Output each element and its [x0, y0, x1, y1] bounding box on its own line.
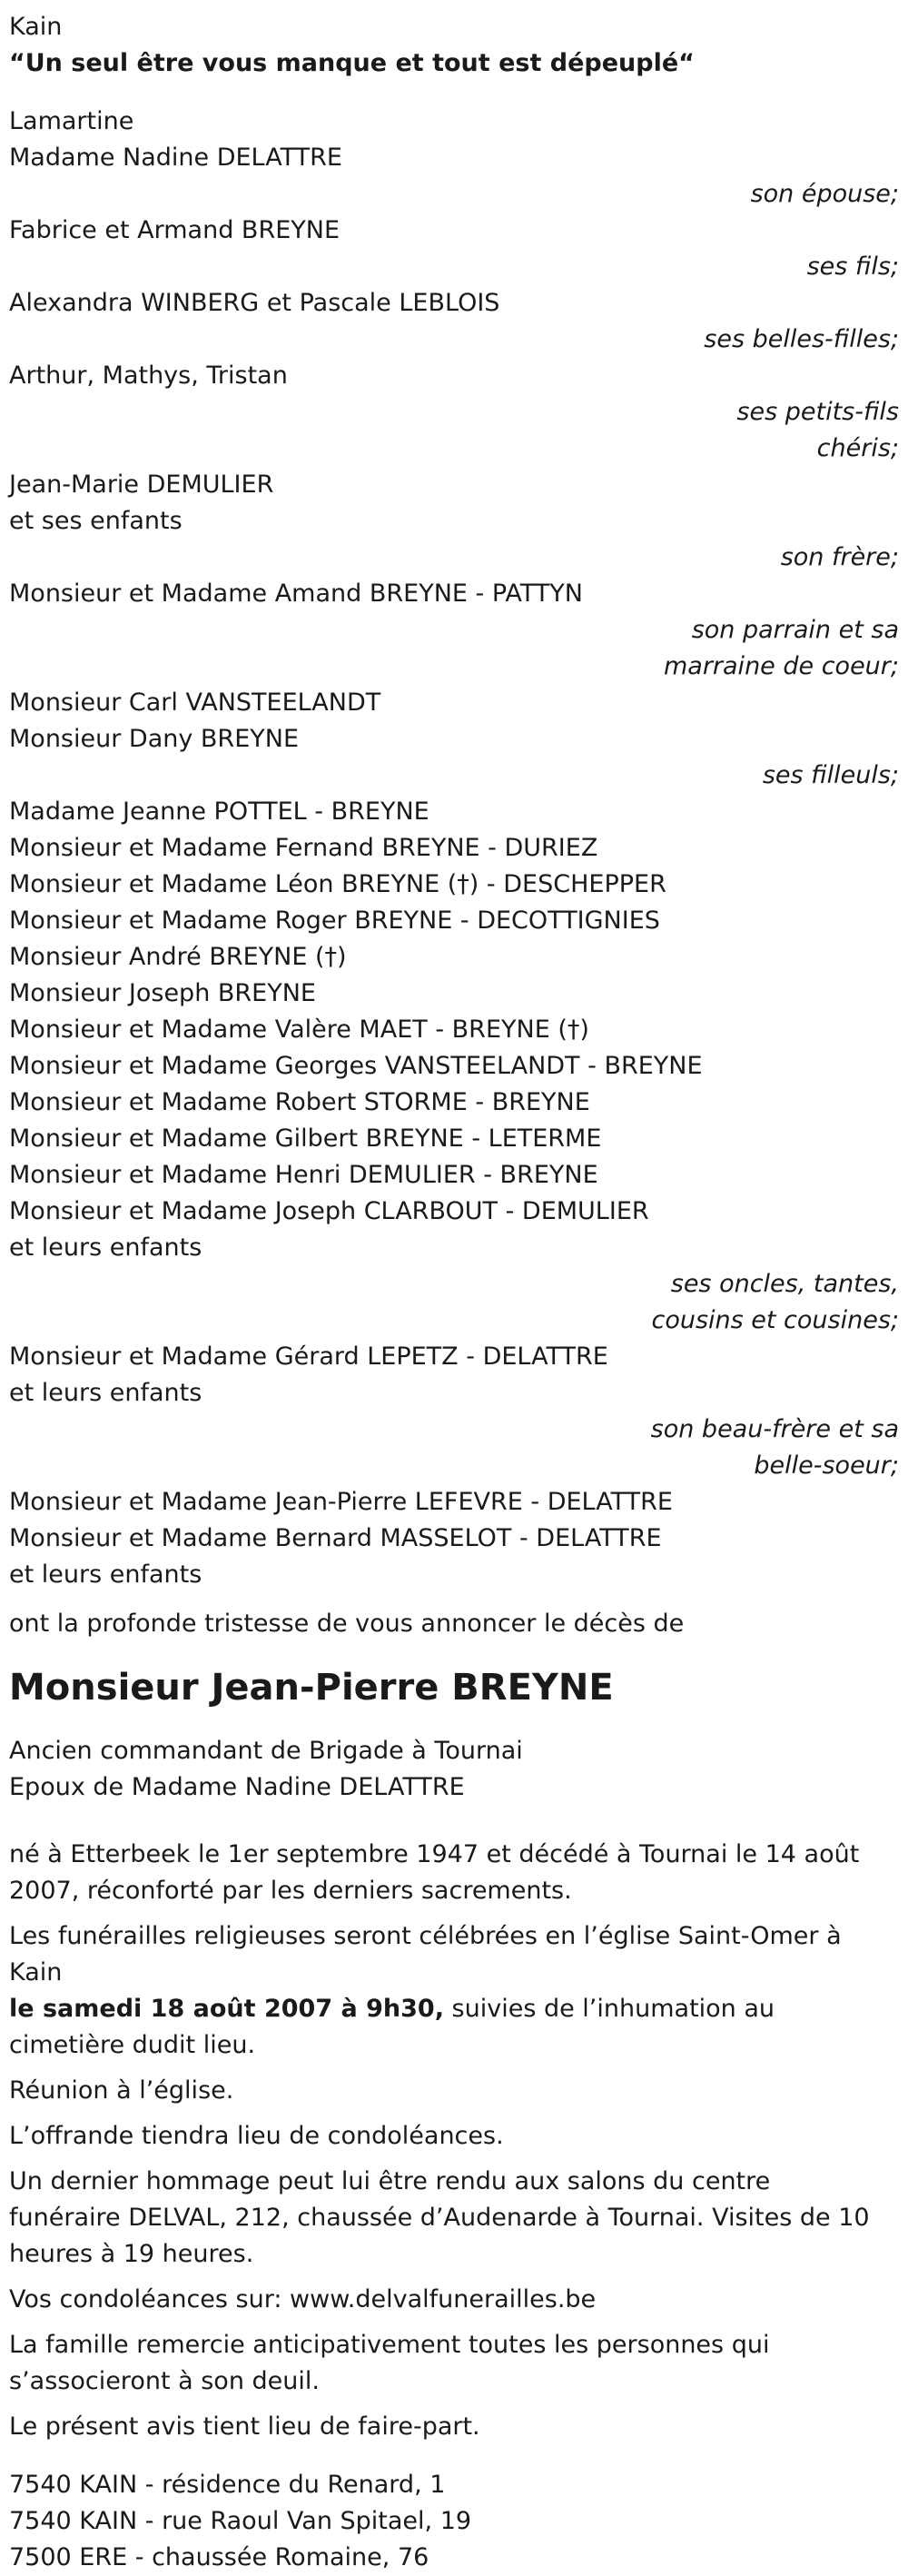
uncle-entry: Monsieur Joseph BREYNE [9, 979, 316, 1007]
uncle-entry: Monsieur André BREYNE (†) [9, 943, 347, 971]
brother-children: et ses enfants [9, 507, 183, 535]
godparents: Monsieur et Madame Amand BREYNE - PATTYN [9, 580, 583, 608]
godparents-relation: son parrain et sa [691, 616, 899, 644]
uncle-entry: Monsieur et Madame Henri DEMULIER - BREYNE [9, 1161, 598, 1189]
condolences-info: Vos condoléances sur: www.delvalfunerailles.be [9, 2285, 597, 2313]
godparents-relation-2: marraine de coeur; [663, 652, 899, 680]
daughters-in-law: Alexandra WINBERG et Pascale LEBLOIS [9, 289, 500, 317]
uncle-entry: Monsieur et Madame Robert STORME - BREYNE [9, 1088, 590, 1116]
godson: Monsieur Dany BREYNE [9, 725, 300, 753]
siblings-in-law-relation-2: belle-soeur; [754, 1451, 899, 1480]
uncle-entry: Monsieur et Madame Valère MAET - BREYNE (†) [9, 1016, 589, 1044]
spouse: Madame Nadine DELATTRE [9, 144, 342, 172]
uncle-entry: Madame Jeanne POTTEL - BREYNE [9, 798, 429, 826]
sons-relation: ses fils; [806, 253, 899, 281]
address: 7540 KAIN - rue Raoul Van Spitael, 19 [9, 2507, 472, 2535]
deceased-name: Monsieur Jean-Pierre BREYNE [9, 1667, 614, 1709]
address: 7500 ERE - chaussée Romaine, 76 [9, 2543, 429, 2571]
godson: Monsieur Carl VANSTEELANDT [9, 689, 381, 717]
birth-death-details: né à Etterbeek le 1er septembre 1947 et décédé à Tournai le 14 août 2007, réconforté par les derniers sacrements. [9, 1840, 860, 1905]
notice-info: Le présent avis tient lieu de faire-part. [9, 2413, 480, 2441]
uncle-entry: Monsieur et Madame Georges VANSTEELANDT - BREYNE [9, 1052, 703, 1080]
grandsons: Arthur, Mathys, Tristan [9, 362, 288, 390]
grandsons-relation: ses petits-fils [736, 398, 899, 426]
funeral-details [9, 1918, 885, 2064]
funeral-text-b: suivies de l’inhumation au cimetière dudit lieu. [9, 1995, 775, 2059]
announcement: ont la profonde tristesse de vous annoncer le décès de [9, 1610, 685, 1638]
uncles-relation-2: cousins et cousines; [651, 1306, 899, 1334]
other-relative: Monsieur et Madame Jean-Pierre LEFEVRE - DELATTRE [9, 1488, 673, 1516]
daughters-in-law-relation: ses belles-filles; [704, 325, 899, 353]
other-relative: et leurs enfants [9, 1560, 202, 1589]
brother-relation: son frère; [780, 543, 899, 571]
uncle-entry: Monsieur et Madame Gilbert BREYNE - LETERME [9, 1125, 602, 1153]
uncles-relation: ses oncles, tantes, [670, 1270, 899, 1298]
deceased-title: Ancien commandant de Brigade à Tournai [9, 1737, 523, 1765]
uncle-entry: Monsieur et Madame Joseph CLARBOUT - DEMULIER [9, 1197, 649, 1225]
deceased-spouse: Epoux de Madame Nadine DELATTRE [9, 1773, 465, 1801]
spouse-relation: son épouse; [750, 180, 899, 208]
uncle-entry: Monsieur et Madame Fernand BREYNE - DURIEZ [9, 834, 598, 862]
town: Kain [9, 13, 63, 41]
address: 7540 KAIN - résidence du Renard, 1 [9, 2471, 446, 2499]
uncle-entry: et leurs enfants [9, 1234, 202, 1262]
siblings-in-law-relation: son beau-frère et sa [650, 1415, 899, 1443]
tribute-info: Un dernier hommage peut lui être rendu aux salons du centre funéraire DELVAL, 212, chaussée d’Audenarde à Tournai. Visites de 10 heures à 19 heures. [9, 2167, 870, 2268]
quote: “Un seul être vous manque et tout est dépeuplé“ [9, 49, 695, 77]
funeral-text-a: Les funérailles religieuses seront célébrées en l’église Saint-Omer à Kain [9, 1922, 842, 1986]
thanks-info: La famille remercie anticipativement toutes les personnes qui s’associeront à son deuil. [9, 2331, 770, 2395]
uncle-entry: Monsieur et Madame Léon BREYNE (†) - DESCHEPPER [9, 870, 666, 898]
sibling-in-law: Monsieur et Madame Gérard LEPETZ - DELATTRE [9, 1342, 608, 1371]
brother: Jean-Marie DEMULIER [9, 471, 274, 499]
other-relative: Monsieur et Madame Bernard MASSELOT - DELATTRE [9, 1524, 662, 1552]
sibling-in-law: et leurs enfants [9, 1379, 202, 1407]
quote-author: Lamartine [9, 107, 134, 135]
meeting-info: Réunion à l’église. [9, 2076, 234, 2105]
funeral-date: le samedi 18 août 2007 à 9h30, [9, 1995, 444, 2023]
uncle-entry: Monsieur et Madame Roger BREYNE - DECOTTIGNIES [9, 907, 660, 935]
sons: Fabrice et Armand BREYNE [9, 216, 340, 244]
offering-info: L’offrande tiendra lieu de condoléances. [9, 2122, 504, 2150]
godsons-relation: ses filleuls; [762, 761, 899, 789]
grandsons-relation-2: chéris; [816, 434, 899, 462]
